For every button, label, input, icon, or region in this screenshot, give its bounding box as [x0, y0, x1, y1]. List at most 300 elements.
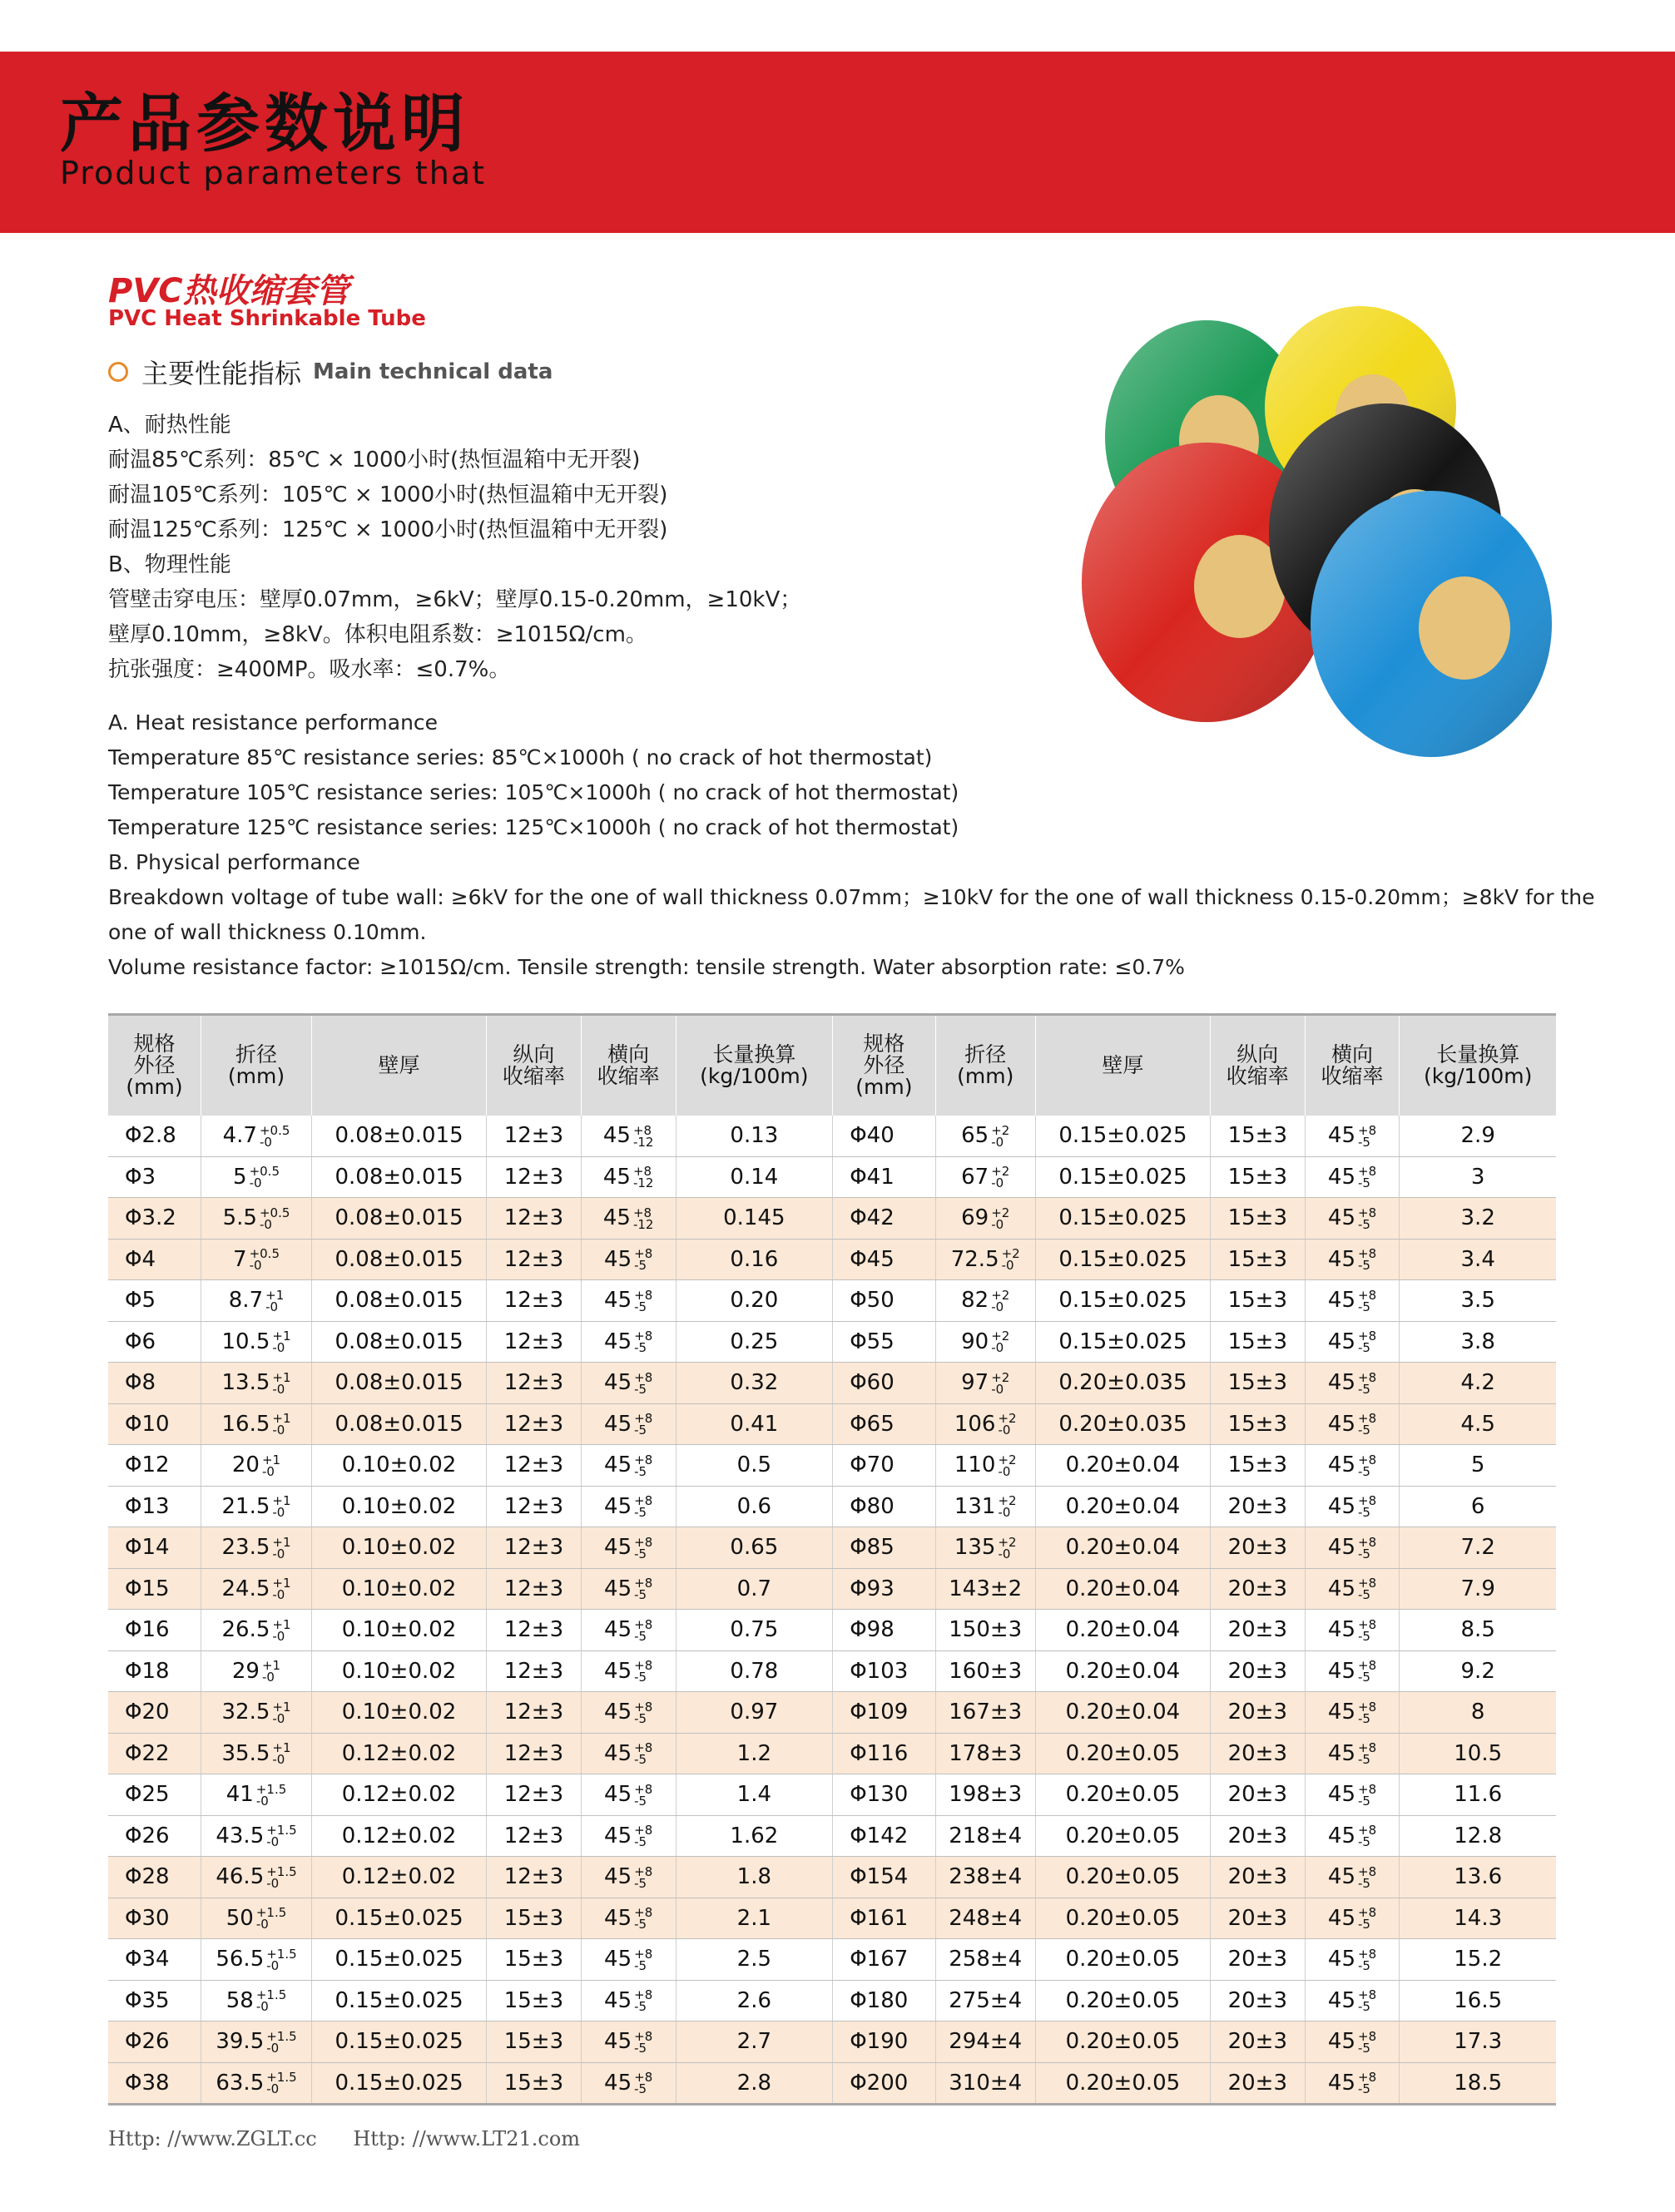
table-row [108, 1116, 1556, 1156]
table-cell: 15.2 [1400, 1939, 1556, 1981]
table-cell: 143±2 [935, 1568, 1035, 1610]
table-cell: 0.12±0.02 [312, 1857, 487, 1898]
table-cell: 41 +1.5 -0 [201, 1774, 311, 1816]
table-cell: Φ18 [108, 1650, 201, 1692]
table-cell: 45 +8 -5 [1305, 1156, 1400, 1198]
table-cell: 3.8 [1400, 1321, 1556, 1363]
product-name-zh: PVC热收缩套管 [108, 272, 349, 310]
tolerance: +1.5 -0 [255, 1781, 287, 1809]
table-cell: 0.10±0.02 [312, 1445, 487, 1487]
table-cell: 15±3 [487, 1939, 582, 1981]
table-cell: 0.75 [676, 1610, 833, 1651]
table-cell: 12±3 [487, 1692, 582, 1734]
table-cell: 248±4 [935, 1898, 1035, 1939]
table-cell: 5 [1400, 1445, 1556, 1487]
table-cell: 45 +8 -5 [1305, 1403, 1400, 1445]
table-cell: 12±3 [487, 1568, 582, 1610]
table-cell: 45 +8 -5 [581, 1403, 676, 1445]
table-cell: 198±3 [935, 1774, 1035, 1816]
table-cell: 12±3 [487, 1239, 582, 1280]
table-cell: 0.20±0.04 [1035, 1486, 1210, 1527]
table-cell: 15±3 [1210, 1403, 1305, 1445]
tolerance: +8 -5 [1358, 1616, 1377, 1644]
table-cell: 0.14 [676, 1156, 833, 1198]
spec-text-zh [108, 408, 801, 687]
tolerance: +8 -5 [634, 1246, 653, 1274]
table-cell: 12±3 [487, 1445, 582, 1487]
table-cell: 18.5 [1400, 2062, 1556, 2105]
table-cell: Φ60 [833, 1363, 935, 1404]
table-cell: 15±3 [1210, 1445, 1305, 1487]
tolerance: +8 -5 [634, 1452, 653, 1479]
tolerance: +1 -0 [261, 1658, 281, 1685]
table-cell: 12±3 [487, 1486, 582, 1527]
table-cell: Φ26 [108, 1815, 201, 1857]
table-cell: Φ109 [833, 1692, 935, 1734]
table-cell: 12±3 [487, 1774, 582, 1816]
tolerance: +8 -5 [1358, 1493, 1377, 1521]
tolerance: +8 -5 [634, 1740, 653, 1768]
table-cell: 20±3 [1210, 2062, 1305, 2105]
tolerance: +2 -0 [991, 1329, 1010, 1356]
tolerance: +8 -5 [1358, 1534, 1377, 1561]
table-row [108, 1815, 1556, 1857]
table-cell: 218±4 [935, 1815, 1035, 1857]
table-cell: 58 +1.5 -0 [201, 1980, 311, 2021]
table-cell: 7 +0.5 -0 [201, 1239, 311, 1280]
tolerance: +8 -5 [634, 1576, 653, 1603]
text-line: 抗张强度：≥400MP。吸水率：≤0.7%。 [108, 657, 511, 682]
table-cell: 45 +8 -5 [581, 1733, 676, 1774]
table-cell: 45 +8 -5 [1305, 1610, 1400, 1651]
table-cell: 10.5 [1400, 1733, 1556, 1774]
table-cell: 45 +8 -5 [581, 1939, 676, 1981]
table-cell: 20±3 [1210, 1857, 1305, 1898]
table-cell: 46.5 +1.5 -0 [201, 1857, 311, 1898]
footer-link-lt21[interactable]: Http: //www.LT21.com [353, 2127, 581, 2150]
tolerance: +1.5 -0 [266, 1863, 297, 1891]
table-cell: 20±3 [1210, 1939, 1305, 1981]
table-cell: 310±4 [935, 2062, 1035, 2105]
table-cell: 13.5 +1 -0 [201, 1363, 311, 1404]
column-header: 长量换算 (kg/100m) [676, 1015, 833, 1116]
header-banner [0, 52, 1675, 233]
table-cell: 12±3 [487, 1527, 582, 1569]
table-cell: 12±3 [487, 1321, 582, 1363]
table-cell: 56.5 +1.5 -0 [201, 1939, 311, 1981]
table-row [108, 1403, 1556, 1445]
table-cell: 17.3 [1400, 2021, 1556, 2063]
table-cell: 45 +8 -5 [1305, 1733, 1400, 1774]
table-cell: 0.20±0.035 [1035, 1363, 1210, 1404]
table-cell: 150±3 [935, 1610, 1035, 1651]
tolerance: +1 -0 [272, 1576, 291, 1603]
tolerance: +8 -5 [634, 1658, 653, 1685]
table-cell: 0.15±0.025 [1035, 1156, 1210, 1198]
table-cell: 20 +1 -0 [201, 1445, 311, 1487]
table-cell: 0.20±0.05 [1035, 2021, 1210, 2063]
table-cell: 0.6 [676, 1486, 833, 1527]
table-cell: 0.10±0.02 [312, 1486, 487, 1527]
table-cell: 45 +8 -5 [1305, 1116, 1400, 1156]
tolerance: +1 -0 [272, 1740, 291, 1768]
table-row [108, 2021, 1556, 2063]
tolerance: +8 -5 [634, 1411, 653, 1438]
table-cell: 12±3 [487, 1363, 582, 1404]
tolerance: +1.5 -0 [266, 1823, 297, 1850]
table-cell: 0.20±0.04 [1035, 1692, 1210, 1734]
table-cell: 12±3 [487, 1403, 582, 1445]
table-cell: 0.15±0.025 [312, 1980, 487, 2021]
text-line: Volume resistance factor: ≥1015Ω/cm. Tensile strength: tensile strength. Water absorption rate: ≤0.7% [108, 955, 1185, 979]
table-cell: 45 +8 -5 [1305, 1321, 1400, 1363]
tolerance: +8 -5 [634, 1329, 653, 1356]
table-cell: 16.5 [1400, 1980, 1556, 2021]
table-cell: 0.20±0.05 [1035, 1898, 1210, 1939]
tolerance: +1.5 -0 [255, 1987, 287, 2015]
text-line: Temperature 125℃ resistance series: 125℃×1000h ( no crack of hot thermostat) [108, 815, 959, 839]
tolerance: +8 -5 [1358, 1946, 1377, 1973]
tolerance: +8 -5 [634, 1823, 653, 1850]
column-header: 横向 收缩率 [581, 1015, 676, 1116]
table-cell: 0.12±0.02 [312, 1815, 487, 1857]
table-cell: 0.15±0.025 [312, 2062, 487, 2105]
tolerance: +2 -0 [998, 1493, 1017, 1521]
table-cell: 4.5 [1400, 1403, 1556, 1445]
table-cell: 20±3 [1210, 1733, 1305, 1774]
table-cell: 0.20±0.05 [1035, 1733, 1210, 1774]
table-cell: 45 +8 -5 [1305, 1568, 1400, 1610]
table-cell: Φ28 [108, 1857, 201, 1898]
table-row [108, 1156, 1556, 1198]
table-row [108, 1692, 1556, 1734]
spec-table-body [108, 1116, 1556, 2105]
table-cell: 45 +8 -5 [581, 1445, 676, 1487]
tolerance: +1 -0 [272, 1493, 291, 1521]
table-cell: Φ25 [108, 1774, 201, 1816]
tolerance: +8 -12 [632, 1122, 654, 1150]
table-cell: 20±3 [1210, 1898, 1305, 1939]
tolerance: +2 -0 [991, 1369, 1010, 1397]
table-cell: 0.10±0.02 [312, 1527, 487, 1569]
table-cell: 10.5 +1 -0 [201, 1321, 311, 1363]
tolerance: +1 -0 [265, 1287, 285, 1314]
table-cell: 1.2 [676, 1733, 833, 1774]
table-cell: 45 +8 -5 [1305, 2021, 1400, 2063]
table-cell: 0.08±0.015 [312, 1116, 487, 1156]
table-cell: 45 +8 -5 [581, 1486, 676, 1527]
table-row [108, 1898, 1556, 1939]
table-cell: 82 +2 -0 [935, 1280, 1035, 1322]
table-cell: 45 +8 -5 [1305, 2062, 1400, 2105]
table-cell: 0.15±0.025 [312, 1898, 487, 1939]
table-row [108, 1527, 1556, 1569]
table-cell: 32.5 +1 -0 [201, 1692, 311, 1734]
table-cell: 0.20±0.05 [1035, 1980, 1210, 2021]
column-header: 壁厚 [312, 1015, 487, 1116]
page-subtitle: Product parameters that [60, 155, 487, 191]
table-cell: 1.8 [676, 1857, 833, 1898]
table-cell: 106 +2 -0 [935, 1403, 1035, 1445]
table-cell: 45 +8 -5 [581, 1527, 676, 1569]
table-cell: Φ142 [833, 1815, 935, 1857]
table-cell: 45 +8 -5 [581, 1650, 676, 1692]
tolerance: +2 -0 [991, 1205, 1010, 1232]
table-cell: 2.6 [676, 1980, 833, 2021]
table-cell: 45 +8 -12 [581, 1198, 676, 1240]
table-cell: 0.12±0.02 [312, 1733, 487, 1774]
table-cell: 35.5 +1 -0 [201, 1733, 311, 1774]
table-cell: 0.08±0.015 [312, 1403, 487, 1445]
table-cell: 6 [1400, 1486, 1556, 1527]
table-cell: 0.20±0.04 [1035, 1527, 1210, 1569]
table-cell: 15±3 [1210, 1239, 1305, 1280]
table-cell: 15±3 [1210, 1156, 1305, 1198]
table-cell: 26.5 +1 -0 [201, 1610, 311, 1651]
table-cell: 0.10±0.02 [312, 1692, 487, 1734]
tolerance: +2 -0 [991, 1164, 1010, 1191]
table-cell: Φ154 [833, 1857, 935, 1898]
table-cell: 45 +8 -5 [1305, 1857, 1400, 1898]
tolerance: +8 -5 [1358, 1863, 1377, 1891]
table-cell: 43.5 +1.5 -0 [201, 1815, 311, 1857]
table-cell: Φ103 [833, 1650, 935, 1692]
table-cell: 45 +8 -5 [1305, 1774, 1400, 1816]
column-header: 折径 (mm) [935, 1015, 1035, 1116]
table-cell: 20±3 [1210, 1815, 1305, 1857]
table-cell: 20±3 [1210, 1774, 1305, 1816]
tolerance: +8 -5 [1358, 1576, 1377, 1603]
table-cell: 12±3 [487, 1198, 582, 1240]
table-cell: Φ116 [833, 1733, 935, 1774]
product-tube-rolls-image [1065, 299, 1564, 765]
table-cell: 29 +1 -0 [201, 1650, 311, 1692]
tolerance: +0.5 -0 [259, 1122, 290, 1150]
table-cell: 45 +8 -5 [581, 1774, 676, 1816]
table-cell: 45 +8 -5 [581, 1280, 676, 1322]
tolerance: +0.5 -0 [249, 1246, 280, 1274]
tolerance: +2 -0 [991, 1122, 1010, 1150]
table-cell: Φ14 [108, 1527, 201, 1569]
table-cell: 20±3 [1210, 1692, 1305, 1734]
table-cell: 12±3 [487, 1733, 582, 1774]
text-line: B、物理性能 [108, 552, 231, 577]
table-cell: 14.3 [1400, 1898, 1556, 1939]
tolerance: +8 -5 [1358, 1823, 1377, 1850]
tolerance: +8 -5 [1358, 1411, 1377, 1438]
table-cell: 0.08±0.015 [312, 1321, 487, 1363]
table-cell: 3.5 [1400, 1280, 1556, 1322]
table-cell: 72.5 +2 -0 [935, 1239, 1035, 1280]
table-cell: 45 +8 -5 [581, 1980, 676, 2021]
tolerance: +1 -0 [272, 1699, 291, 1726]
table-cell: 97 +2 -0 [935, 1363, 1035, 1404]
table-cell: 0.20±0.05 [1035, 1857, 1210, 1898]
header-row [108, 1015, 1556, 1116]
table-cell: 275±4 [935, 1980, 1035, 2021]
tolerance: +1.5 -0 [266, 2028, 297, 2056]
table-cell: 3 [1400, 1156, 1556, 1198]
tolerance: +1 -0 [261, 1452, 281, 1479]
table-cell: 45 +8 -5 [581, 1363, 676, 1404]
table-cell: 20±3 [1210, 1980, 1305, 2021]
tolerance: +1.5 -0 [266, 1946, 297, 1973]
table-cell: 9.2 [1400, 1650, 1556, 1692]
table-cell: 20±3 [1210, 2021, 1305, 2063]
table-cell: 0.7 [676, 1568, 833, 1610]
spec-table-header [108, 1015, 1556, 1116]
table-cell: 12±3 [487, 1815, 582, 1857]
table-cell: Φ16 [108, 1610, 201, 1651]
table-cell: 20±3 [1210, 1610, 1305, 1651]
table-row [108, 1980, 1556, 2021]
table-cell: 294±4 [935, 2021, 1035, 2063]
blue-roll [1311, 491, 1552, 757]
table-cell: 45 +8 -5 [1305, 1486, 1400, 1527]
table-cell: 0.08±0.015 [312, 1363, 487, 1404]
tolerance: +8 -5 [1358, 1905, 1377, 1932]
table-cell: 3.4 [1400, 1239, 1556, 1280]
table-cell: 23.5 +1 -0 [201, 1527, 311, 1569]
tolerance: +1 -0 [272, 1616, 291, 1644]
table-cell: Φ167 [833, 1939, 935, 1981]
table-cell: 45 +8 -5 [581, 1239, 676, 1280]
tolerance: +2 -0 [998, 1534, 1017, 1561]
table-cell: 0.16 [676, 1239, 833, 1280]
tolerance: +8 -5 [1358, 2070, 1377, 2097]
table-cell: 45 +8 -5 [581, 1857, 676, 1898]
table-cell: 110 +2 -0 [935, 1445, 1035, 1487]
tolerance: +2 -0 [998, 1452, 1017, 1479]
table-cell: 0.25 [676, 1321, 833, 1363]
table-cell: 16.5 +1 -0 [201, 1403, 311, 1445]
table-cell: 0.65 [676, 1527, 833, 1569]
table-cell: 0.13 [676, 1116, 833, 1156]
tolerance: +8 -5 [634, 2070, 653, 2097]
table-cell: 20±3 [1210, 1568, 1305, 1610]
table-cell: Φ6 [108, 1321, 201, 1363]
table-cell: 2.1 [676, 1898, 833, 1939]
table-cell: 15±3 [487, 2021, 582, 2063]
table-row [108, 1198, 1556, 1240]
table-cell: 5 +0.5 -0 [201, 1156, 311, 1198]
table-cell: 12±3 [487, 1857, 582, 1898]
table-cell: 0.08±0.015 [312, 1280, 487, 1322]
tolerance: +8 -5 [1358, 1329, 1377, 1356]
table-cell: 0.20±0.05 [1035, 1815, 1210, 1857]
table-row [108, 1239, 1556, 1280]
tolerance: +1 -0 [272, 1329, 291, 1356]
tolerance: +8 -5 [634, 1987, 653, 2015]
table-cell: Φ190 [833, 2021, 935, 2063]
table-cell: Φ13 [108, 1486, 201, 1527]
table-cell: Φ30 [108, 1898, 201, 1939]
table-cell: 45 +8 -5 [1305, 1692, 1400, 1734]
table-cell: 45 +8 -5 [1305, 1939, 1400, 1981]
table-row [108, 1321, 1556, 1363]
text-line: A、耐热性能 [108, 413, 231, 438]
column-header: 折径 (mm) [201, 1015, 311, 1116]
tolerance: +8 -5 [634, 1863, 653, 1891]
tolerance: +0.5 -0 [249, 1164, 280, 1191]
table-cell: Φ3 [108, 1156, 201, 1198]
page-title: 产品参数说明 [60, 87, 469, 161]
table-cell: 0.97 [676, 1692, 833, 1734]
table-row [108, 1486, 1556, 1527]
table-cell: Φ55 [833, 1321, 935, 1363]
table-cell: 1.62 [676, 1815, 833, 1857]
table-cell: 0.32 [676, 1363, 833, 1404]
table-cell: 0.08±0.015 [312, 1198, 487, 1240]
tolerance: +1 -0 [272, 1411, 291, 1438]
table-cell: 15±3 [487, 1980, 582, 2021]
table-cell: Φ34 [108, 1939, 201, 1981]
table-cell: 0.20 [676, 1280, 833, 1322]
table-cell: Φ4 [108, 1239, 201, 1280]
table-row [108, 2062, 1556, 2105]
table-cell: 12±3 [487, 1280, 582, 1322]
table-cell: 167±3 [935, 1692, 1035, 1734]
table-cell: Φ65 [833, 1403, 935, 1445]
tolerance: +1.5 -0 [266, 2070, 297, 2097]
table-cell: 0.15±0.025 [312, 1939, 487, 1981]
table-cell: Φ38 [108, 2062, 201, 2105]
tolerance: +8 -12 [632, 1205, 654, 1232]
tolerance: +8 -5 [1358, 1122, 1377, 1150]
table-cell: 45 +8 -5 [1305, 1239, 1400, 1280]
table-cell: Φ8 [108, 1363, 201, 1404]
table-cell: 0.10±0.02 [312, 1568, 487, 1610]
table-cell: 2.9 [1400, 1116, 1556, 1156]
table-cell: 0.15±0.025 [1035, 1280, 1210, 1322]
table-cell: 7.9 [1400, 1568, 1556, 1610]
table-cell: Φ35 [108, 1980, 201, 2021]
table-cell: 13.6 [1400, 1857, 1556, 1898]
tolerance: +8 -12 [632, 1164, 654, 1191]
table-cell: 0.15±0.025 [312, 2021, 487, 2063]
text-line: Breakdown voltage of tube wall: ≥6kV for the one of wall thickness 0.07mm；≥10kV for the one of wall thickness 0.15-0.20mm；≥8kV for the [108, 885, 1595, 909]
table-cell: 2.8 [676, 2062, 833, 2105]
table-cell: 4.7 +0.5 -0 [201, 1116, 311, 1156]
table-cell: 45 +8 -5 [1305, 1280, 1400, 1322]
table-cell: Φ93 [833, 1568, 935, 1610]
table-cell: 45 +8 -5 [1305, 1445, 1400, 1487]
table-cell: 135 +2 -0 [935, 1527, 1035, 1569]
table-cell: 0.08±0.015 [312, 1239, 487, 1280]
text-line: A. Heat resistance performance [108, 710, 439, 735]
footer [108, 2127, 610, 2150]
tolerance: +8 -5 [1358, 2028, 1377, 2056]
column-header: 横向 收缩率 [1305, 1015, 1400, 1116]
table-cell: 5.5 +0.5 -0 [201, 1198, 311, 1240]
table-cell: 20±3 [1210, 1527, 1305, 1569]
text-line: 耐温125℃系列：125℃ × 1000小时(热恒温箱中无开裂) [108, 517, 668, 542]
table-cell: Φ98 [833, 1610, 935, 1651]
tolerance: +8 -5 [1358, 1452, 1377, 1479]
tolerance: +8 -5 [634, 2028, 653, 2056]
tolerance: +8 -5 [1358, 1781, 1377, 1809]
table-cell: 15±3 [1210, 1116, 1305, 1156]
tolerance: +1.5 -0 [255, 1905, 287, 1932]
table-cell: 45 +8 -5 [581, 1898, 676, 1939]
table-cell: 21.5 +1 -0 [201, 1486, 311, 1527]
tolerance: +8 -5 [1358, 1699, 1377, 1726]
tolerance: +8 -5 [1358, 1658, 1377, 1685]
table-cell: 0.20±0.04 [1035, 1610, 1210, 1651]
product-name-en: PVC Heat Shrinkable Tube [108, 306, 426, 331]
footer-link-zglt[interactable]: Http: //www.ZGLT.cc [108, 2127, 317, 2150]
table-cell: 0.20±0.05 [1035, 1939, 1210, 1981]
